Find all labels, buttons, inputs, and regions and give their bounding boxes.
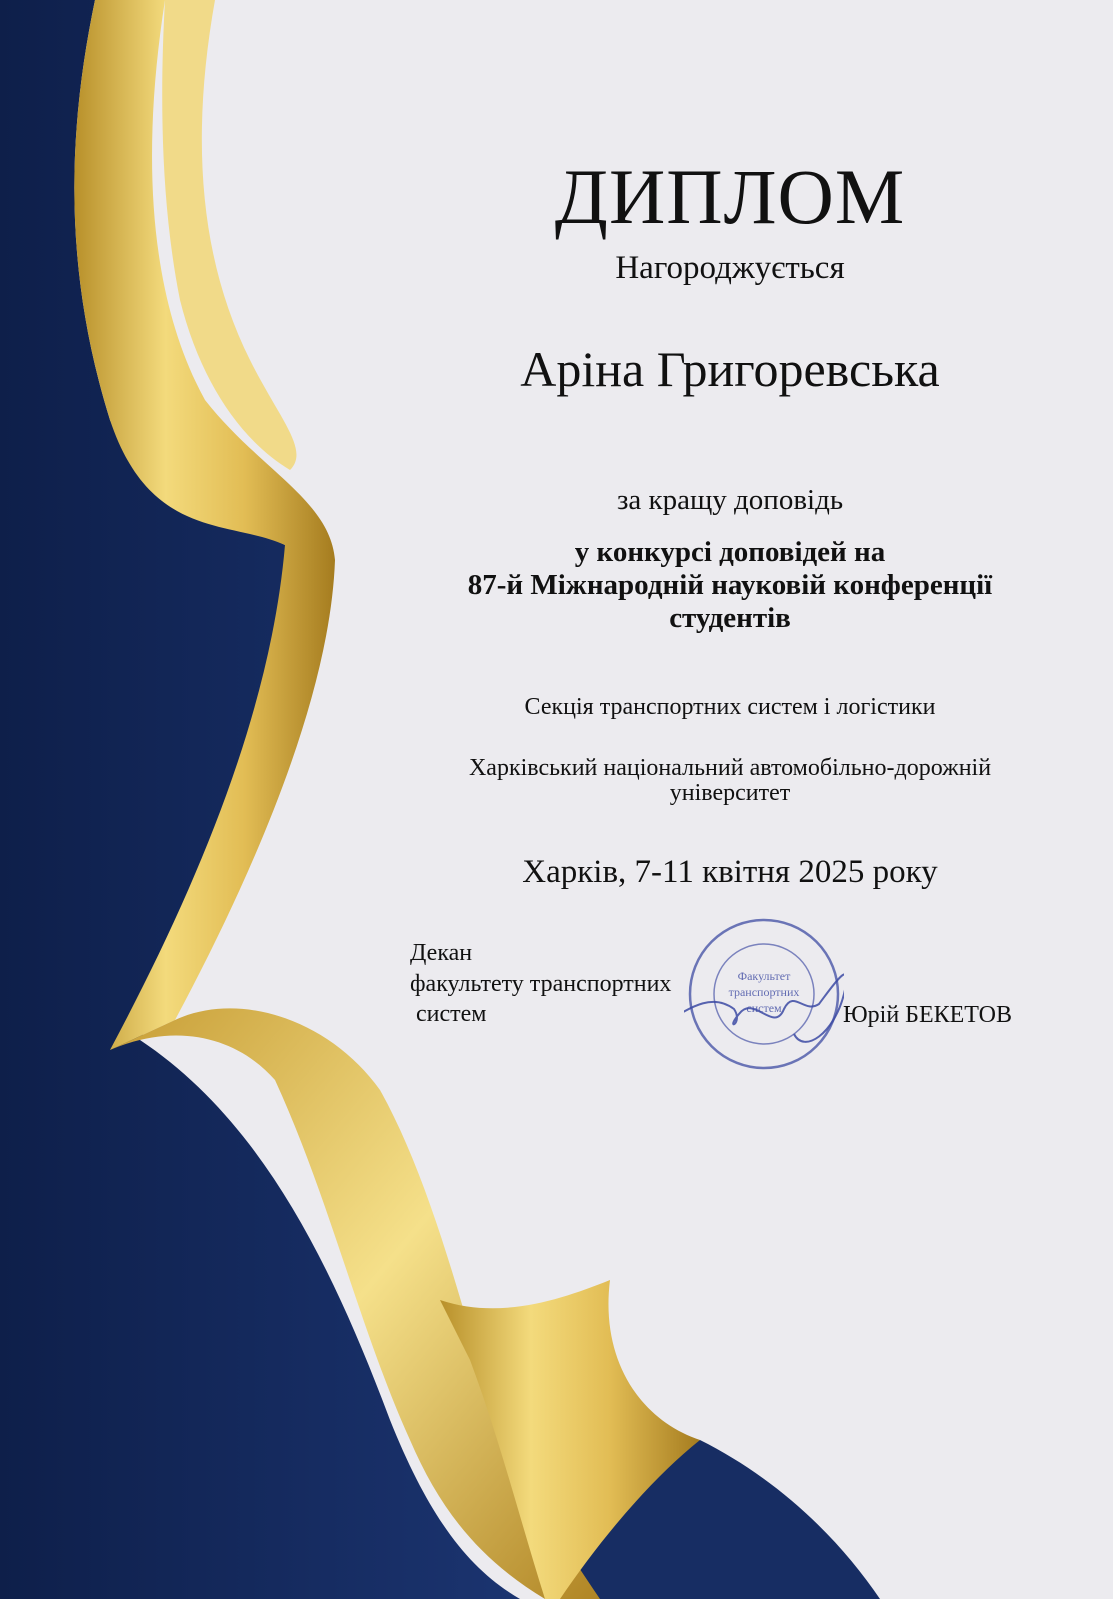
signer-name: Юрій БЕКЕТОВ — [843, 1002, 1012, 1028]
dean-line: систем — [410, 1001, 487, 1028]
diploma-title: ДИПЛОМ — [554, 153, 906, 240]
dean-line: факультету транспортних — [410, 970, 672, 997]
stamp-line: систем — [746, 1001, 782, 1015]
recipient-name: Аріна Григоревська — [520, 341, 940, 397]
official-stamp — [684, 914, 844, 1074]
dean-line: Декан — [410, 940, 473, 966]
stamp-line: Факультет — [737, 969, 791, 983]
contest-line: у конкурсі доповідей на — [574, 536, 886, 568]
awarded-label: Нагороджується — [615, 250, 845, 286]
contest-line: 87-й Міжнародній науковій конференції — [467, 569, 993, 601]
section-name: Секція транспортних систем і логістики — [524, 694, 936, 720]
stamp-line: транспортних — [728, 985, 800, 999]
place-and-date: Харків, 7-11 квітня 2025 року — [522, 854, 938, 890]
contest-line: студентів — [669, 602, 791, 634]
contest-description — [410, 538, 1050, 633]
award-reason: за кращу доповідь — [616, 484, 844, 516]
university-name: Харківський національний автомобільно-дорожній університет — [468, 755, 992, 807]
dean-title — [410, 938, 671, 1030]
